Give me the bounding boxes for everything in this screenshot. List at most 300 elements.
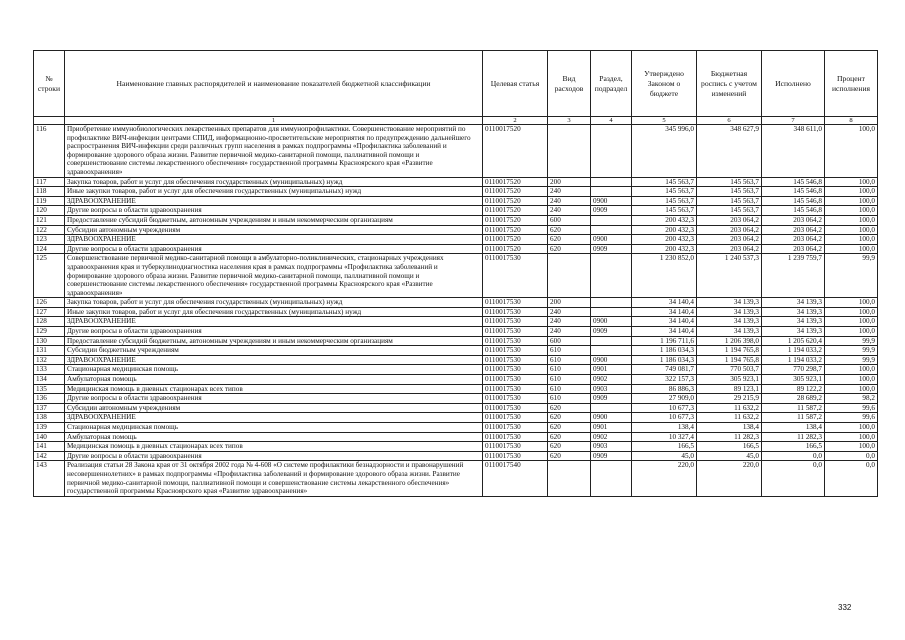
column-number-cell [34, 117, 65, 125]
executed-amount: 145 546,8 [762, 196, 825, 206]
approved-amount: 145 563,7 [632, 196, 697, 206]
row-name: Медицинская помощь в дневных стационарах всех типов [65, 384, 483, 394]
execution-percent: 100,0 [825, 177, 878, 187]
table-row [34, 346, 878, 356]
execution-percent: 100,0 [825, 365, 878, 375]
target-article: 0110017530 [483, 413, 548, 423]
column-number-cell: 4 [591, 117, 632, 125]
table-row [34, 413, 878, 423]
row-name: Амбулаторная помощь [65, 432, 483, 442]
expense-type: 620 [548, 432, 591, 442]
section-code: 0901 [591, 423, 632, 433]
execution-percent: 100,0 [825, 235, 878, 245]
header-type: Вид расходов [548, 51, 591, 117]
approved-amount: 200 432,3 [632, 225, 697, 235]
table-row [34, 215, 878, 225]
row-number: 135 [34, 384, 65, 394]
column-number-cell: 5 [632, 117, 697, 125]
row-name: Другие вопросы в области здравоохранения [65, 394, 483, 404]
approved-amount: 145 563,7 [632, 187, 697, 197]
execution-percent: 100,0 [825, 125, 878, 178]
target-article: 0110017530 [483, 254, 548, 298]
approved-amount: 200 432,3 [632, 235, 697, 245]
budget-amount: 305 923,1 [697, 375, 762, 385]
budget-table [33, 50, 878, 497]
expense-type: 240 [548, 196, 591, 206]
execution-percent: 100,0 [825, 206, 878, 216]
section-code: 0900 [591, 196, 632, 206]
execution-percent: 100,0 [825, 307, 878, 317]
row-number: 129 [34, 327, 65, 337]
approved-amount: 200 432,3 [632, 215, 697, 225]
execution-percent: 100,0 [825, 327, 878, 337]
budget-amount: 166,5 [697, 442, 762, 452]
section-code [591, 187, 632, 197]
row-name: Стационарная медицинская помощь [65, 423, 483, 433]
column-number-cell: 2 [483, 117, 548, 125]
target-article: 0110017530 [483, 327, 548, 337]
budget-amount: 145 563,7 [697, 196, 762, 206]
target-article: 0110017530 [483, 365, 548, 375]
expense-type [548, 461, 591, 496]
table-row [34, 384, 878, 394]
approved-amount: 220,0 [632, 461, 697, 496]
expense-type: 240 [548, 206, 591, 216]
target-article: 0110017520 [483, 125, 548, 178]
target-article: 0110017520 [483, 196, 548, 206]
expense-type: 620 [548, 413, 591, 423]
row-number: 124 [34, 244, 65, 254]
approved-amount: 10 677,3 [632, 403, 697, 413]
execution-percent: 100,0 [825, 423, 878, 433]
approved-amount: 145 563,7 [632, 177, 697, 187]
target-article: 0110017520 [483, 225, 548, 235]
budget-amount: 145 563,7 [697, 206, 762, 216]
executed-amount: 34 139,3 [762, 307, 825, 317]
table-row [34, 254, 878, 298]
row-name: Предоставление субсидий бюджетным, автономным учреждениям и иным некоммерческим организациям [65, 215, 483, 225]
executed-amount: 34 139,3 [762, 317, 825, 327]
execution-percent: 99,6 [825, 413, 878, 423]
header-section: Раздел, подраздел [591, 51, 632, 117]
section-code: 0902 [591, 375, 632, 385]
row-name: Иные закупки товаров, работ и услуг для обеспечения государственных (муниципальных) нужд [65, 187, 483, 197]
row-number: 138 [34, 413, 65, 423]
budget-amount: 1 194 765,8 [697, 346, 762, 356]
expense-type: 620 [548, 403, 591, 413]
target-article: 0110017520 [483, 187, 548, 197]
row-number: 132 [34, 355, 65, 365]
section-code: 0900 [591, 413, 632, 423]
section-code: 0909 [591, 394, 632, 404]
section-code [591, 177, 632, 187]
section-code: 0900 [591, 317, 632, 327]
row-name: ЗДРАВООХРАНЕНИЕ [65, 235, 483, 245]
section-code: 0900 [591, 235, 632, 245]
target-article: 0110017520 [483, 206, 548, 216]
execution-percent: 99,9 [825, 346, 878, 356]
execution-percent: 98,2 [825, 394, 878, 404]
table-row [34, 442, 878, 452]
budget-amount: 89 123,1 [697, 384, 762, 394]
executed-amount: 11 282,3 [762, 432, 825, 442]
executed-amount: 203 064,2 [762, 225, 825, 235]
section-code: 0909 [591, 244, 632, 254]
column-number-cell: 3 [548, 117, 591, 125]
column-number-row [34, 117, 878, 125]
row-name: Закупка товаров, работ и услуг для обеспечения государственных (муниципальных) нужд [65, 298, 483, 308]
executed-amount: 1 239 759,7 [762, 254, 825, 298]
row-number: 131 [34, 346, 65, 356]
execution-percent: 99,9 [825, 355, 878, 365]
row-name: Приобретение иммунобиологических лекарственных препаратов для иммунопрофилактики. Совершенствование мероприятий по профилактике ВИЧ-инфекции центрами СПИД, информационно-просветительские мероприятия по предупреждению дальнейшего распространения ВИЧ-инфекции среди различных групп населения в рамках подпрограммы «Профилактика заболеваний и формирование здорового образа жизни. Развитие первичной медико-санитарной помощи, паллиативной помощи и совершенствование системы лекарственного обеспечения» государственной программы Красноярского края «Развитие здравоохранения» [65, 125, 483, 178]
target-article: 0110017530 [483, 298, 548, 308]
row-number: 126 [34, 298, 65, 308]
expense-type: 240 [548, 317, 591, 327]
section-code [591, 125, 632, 178]
execution-percent: 100,0 [825, 244, 878, 254]
approved-amount: 86 886,3 [632, 384, 697, 394]
row-name: Другие вопросы в области здравоохранения [65, 244, 483, 254]
target-article: 0110017530 [483, 451, 548, 461]
executed-amount: 145 546,8 [762, 187, 825, 197]
row-name: Стационарная медицинская помощь [65, 365, 483, 375]
table-row [34, 336, 878, 346]
table-row [34, 125, 878, 178]
target-article: 0110017530 [483, 423, 548, 433]
section-code: 0902 [591, 432, 632, 442]
section-code [591, 215, 632, 225]
section-code [591, 461, 632, 496]
table-row [34, 307, 878, 317]
target-article: 0110017530 [483, 346, 548, 356]
target-article: 0110017520 [483, 244, 548, 254]
expense-type [548, 125, 591, 178]
executed-amount: 34 139,3 [762, 298, 825, 308]
executed-amount: 145 546,8 [762, 177, 825, 187]
execution-percent: 99,6 [825, 403, 878, 413]
row-name: ЗДРАВООХРАНЕНИЕ [65, 413, 483, 423]
row-name: Совершенствование первичной медико-санитарной помощи в амбулаторно-поликлинических, стационарных учреждениях здравоохранения края и туберкулинодиагностика населения края в рамках подпрограммы «Профилактика заболеваний и формирование здорового образа жизни. Развитие первичной медико-санитарной помощи, паллиативной помощи и совершенствование системы лекарственного обеспечения» государственной программы Красноярского края «Развитие здравоохранения» [65, 254, 483, 298]
target-article: 0110017530 [483, 375, 548, 385]
executed-amount: 203 064,2 [762, 235, 825, 245]
header-budget: Бюджетная роспись с учетом изменений [697, 51, 762, 117]
executed-amount: 0,0 [762, 451, 825, 461]
row-name: Субсидии автономным учреждениям [65, 225, 483, 235]
executed-amount: 1 205 620,4 [762, 336, 825, 346]
expense-type [548, 254, 591, 298]
header-percent: Процент исполнения [825, 51, 878, 117]
table-row [34, 355, 878, 365]
row-name: Другие вопросы в области здравоохранения [65, 206, 483, 216]
row-number: 122 [34, 225, 65, 235]
section-code: 0909 [591, 451, 632, 461]
section-code: 0900 [591, 355, 632, 365]
target-article: 0110017530 [483, 317, 548, 327]
approved-amount: 322 157,3 [632, 375, 697, 385]
budget-amount: 203 064,2 [697, 235, 762, 245]
approved-amount: 34 140,4 [632, 327, 697, 337]
row-number: 127 [34, 307, 65, 317]
approved-amount: 200 432,3 [632, 244, 697, 254]
execution-percent: 100,0 [825, 225, 878, 235]
table-body [34, 117, 878, 497]
executed-amount: 11 587,2 [762, 413, 825, 423]
column-number-cell: 6 [697, 117, 762, 125]
table-row [34, 225, 878, 235]
section-code: 0903 [591, 442, 632, 452]
row-number: 137 [34, 403, 65, 413]
execution-percent: 99,9 [825, 336, 878, 346]
row-number: 141 [34, 442, 65, 452]
budget-amount: 1 194 765,8 [697, 355, 762, 365]
budget-amount: 145 563,7 [697, 187, 762, 197]
column-number-cell: 8 [825, 117, 878, 125]
approved-amount: 27 909,0 [632, 394, 697, 404]
expense-type: 610 [548, 346, 591, 356]
row-number: 120 [34, 206, 65, 216]
section-code [591, 254, 632, 298]
row-number: 118 [34, 187, 65, 197]
row-number: 136 [34, 394, 65, 404]
execution-percent: 99,9 [825, 254, 878, 298]
budget-amount: 34 139,3 [697, 327, 762, 337]
row-number: 116 [34, 125, 65, 178]
budget-amount: 1 240 537,3 [697, 254, 762, 298]
approved-amount: 749 081,7 [632, 365, 697, 375]
expense-type: 240 [548, 307, 591, 317]
table-row [34, 403, 878, 413]
expense-type: 610 [548, 365, 591, 375]
expense-type: 600 [548, 215, 591, 225]
approved-amount: 34 140,4 [632, 298, 697, 308]
expense-type: 620 [548, 244, 591, 254]
expense-type: 240 [548, 327, 591, 337]
header-executed: Исполнено [762, 51, 825, 117]
expense-type: 610 [548, 355, 591, 365]
target-article: 0110017530 [483, 307, 548, 317]
header-target: Целевая статья [483, 51, 548, 117]
executed-amount: 89 122,2 [762, 384, 825, 394]
approved-amount: 1 230 852,0 [632, 254, 697, 298]
table-row [34, 432, 878, 442]
budget-amount: 11 282,3 [697, 432, 762, 442]
execution-percent: 100,0 [825, 384, 878, 394]
expense-type: 600 [548, 336, 591, 346]
expense-type: 620 [548, 225, 591, 235]
table-row [34, 375, 878, 385]
row-name: Субсидии бюджетным учреждениям [65, 346, 483, 356]
execution-percent: 0,0 [825, 451, 878, 461]
executed-amount: 138,4 [762, 423, 825, 433]
section-code: 0909 [591, 206, 632, 216]
row-number: 121 [34, 215, 65, 225]
execution-percent: 0,0 [825, 461, 878, 496]
section-code [591, 346, 632, 356]
row-name: Медицинская помощь в дневных стационарах всех типов [65, 442, 483, 452]
target-article: 0110017530 [483, 403, 548, 413]
budget-amount: 29 215,9 [697, 394, 762, 404]
row-number: 123 [34, 235, 65, 245]
section-code: 0903 [591, 384, 632, 394]
expense-type: 620 [548, 235, 591, 245]
table-row [34, 461, 878, 496]
expense-type: 610 [548, 375, 591, 385]
approved-amount: 10 327,4 [632, 432, 697, 442]
section-code [591, 336, 632, 346]
execution-percent: 100,0 [825, 196, 878, 206]
section-code [591, 403, 632, 413]
header-row [34, 51, 878, 117]
budget-amount: 34 139,3 [697, 298, 762, 308]
column-number-cell: 1 [65, 117, 483, 125]
header-approved: Утверждено Законом о бюджете [632, 51, 697, 117]
executed-amount: 11 587,2 [762, 403, 825, 413]
budget-amount: 34 139,3 [697, 307, 762, 317]
section-code [591, 307, 632, 317]
approved-amount: 138,4 [632, 423, 697, 433]
row-name: ЗДРАВООХРАНЕНИЕ [65, 196, 483, 206]
table-row [34, 244, 878, 254]
target-article: 0110017530 [483, 432, 548, 442]
row-name: ЗДРАВООХРАНЕНИЕ [65, 355, 483, 365]
section-code: 0909 [591, 327, 632, 337]
budget-amount: 145 563,7 [697, 177, 762, 187]
approved-amount: 166,5 [632, 442, 697, 452]
section-code [591, 225, 632, 235]
approved-amount: 34 140,4 [632, 317, 697, 327]
row-name: ЗДРАВООХРАНЕНИЕ [65, 317, 483, 327]
execution-percent: 100,0 [825, 432, 878, 442]
budget-amount: 203 064,2 [697, 225, 762, 235]
executed-amount: 0,0 [762, 461, 825, 496]
approved-amount: 10 677,3 [632, 413, 697, 423]
execution-percent: 100,0 [825, 375, 878, 385]
target-article: 0110017530 [483, 355, 548, 365]
execution-percent: 100,0 [825, 298, 878, 308]
column-number-cell: 7 [762, 117, 825, 125]
row-name: Амбулаторная помощь [65, 375, 483, 385]
row-number: 140 [34, 432, 65, 442]
table-row [34, 298, 878, 308]
budget-amount: 1 206 398,0 [697, 336, 762, 346]
target-article: 0110017530 [483, 336, 548, 346]
row-number: 143 [34, 461, 65, 496]
row-name: Субсидии автономным учреждениям [65, 403, 483, 413]
budget-amount: 203 064,2 [697, 215, 762, 225]
budget-amount: 11 632,2 [697, 413, 762, 423]
expense-type: 200 [548, 298, 591, 308]
budget-amount: 348 627,9 [697, 125, 762, 178]
target-article: 0110017530 [483, 384, 548, 394]
target-article: 0110017530 [483, 442, 548, 452]
target-article: 0110017520 [483, 215, 548, 225]
row-number: 133 [34, 365, 65, 375]
row-name: Другие вопросы в области здравоохранения [65, 327, 483, 337]
header-name: Наименование главных распорядителей и наименование показателей бюджетной классификации [65, 51, 483, 117]
row-number: 128 [34, 317, 65, 327]
target-article: 0110017540 [483, 461, 548, 496]
approved-amount: 1 186 034,3 [632, 355, 697, 365]
budget-amount: 45,0 [697, 451, 762, 461]
budget-amount: 220,0 [697, 461, 762, 496]
approved-amount: 145 563,7 [632, 206, 697, 216]
table-row [34, 235, 878, 245]
budget-amount: 203 064,2 [697, 244, 762, 254]
approved-amount: 1 186 034,3 [632, 346, 697, 356]
row-number: 119 [34, 196, 65, 206]
table-row [34, 206, 878, 216]
executed-amount: 34 139,3 [762, 327, 825, 337]
executed-amount: 348 611,0 [762, 125, 825, 178]
row-number: 130 [34, 336, 65, 346]
table-row [34, 317, 878, 327]
approved-amount: 34 140,4 [632, 307, 697, 317]
section-code: 0901 [591, 365, 632, 375]
target-article: 0110017520 [483, 177, 548, 187]
budget-amount: 138,4 [697, 423, 762, 433]
table-row [34, 327, 878, 337]
expense-type: 620 [548, 442, 591, 452]
row-number: 125 [34, 254, 65, 298]
row-number: 134 [34, 375, 65, 385]
execution-percent: 100,0 [825, 215, 878, 225]
table-row [34, 365, 878, 375]
executed-amount: 1 194 033,2 [762, 346, 825, 356]
expense-type: 620 [548, 423, 591, 433]
executed-amount: 203 064,2 [762, 244, 825, 254]
approved-amount: 345 996,0 [632, 125, 697, 178]
budget-amount: 770 503,7 [697, 365, 762, 375]
execution-percent: 100,0 [825, 442, 878, 452]
row-name: Другие вопросы в области здравоохранения [65, 451, 483, 461]
section-code [591, 298, 632, 308]
executed-amount: 145 546,8 [762, 206, 825, 216]
approved-amount: 45,0 [632, 451, 697, 461]
expense-type: 240 [548, 187, 591, 197]
executed-amount: 770 298,7 [762, 365, 825, 375]
expense-type: 200 [548, 177, 591, 187]
row-number: 139 [34, 423, 65, 433]
page-number: 332 [838, 603, 852, 612]
table-row [34, 187, 878, 197]
table-row [34, 451, 878, 461]
executed-amount: 28 689,2 [762, 394, 825, 404]
row-number: 142 [34, 451, 65, 461]
executed-amount: 305 923,1 [762, 375, 825, 385]
expense-type: 620 [548, 451, 591, 461]
table-row [34, 423, 878, 433]
row-name: Закупка товаров, работ и услуг для обеспечения государственных (муниципальных) нужд [65, 177, 483, 187]
row-name: Предоставление субсидий бюджетным, автономным учреждениям и иным некоммерческим организациям [65, 336, 483, 346]
table-row [34, 394, 878, 404]
execution-percent: 100,0 [825, 317, 878, 327]
executed-amount: 203 064,2 [762, 215, 825, 225]
budget-amount: 34 139,3 [697, 317, 762, 327]
row-number: 117 [34, 177, 65, 187]
budget-amount: 11 632,2 [697, 403, 762, 413]
row-name: Реализация статьи 28 Закона края от 31 октября 2002 года № 4-608 «О системе профилактики безнадзорности и правонарушений несовершеннолетних» в рамках подпрограммы «Профилактика заболеваний и формирование здорового образа жизни. Развитие первичной медико-санитарной помощи, паллиативной помощи и совершенствование системы лекарственного обеспечения» государственной программы Красноярского края «Развитие здравоохранения» [65, 461, 483, 496]
execution-percent: 100,0 [825, 187, 878, 197]
target-article: 0110017530 [483, 394, 548, 404]
expense-type: 610 [548, 394, 591, 404]
executed-amount: 166,5 [762, 442, 825, 452]
table-row [34, 177, 878, 187]
expense-type: 610 [548, 384, 591, 394]
header-num: № строки [34, 51, 65, 117]
row-name: Иные закупки товаров, работ и услуг для обеспечения государственных (муниципальных) нужд [65, 307, 483, 317]
approved-amount: 1 196 711,6 [632, 336, 697, 346]
